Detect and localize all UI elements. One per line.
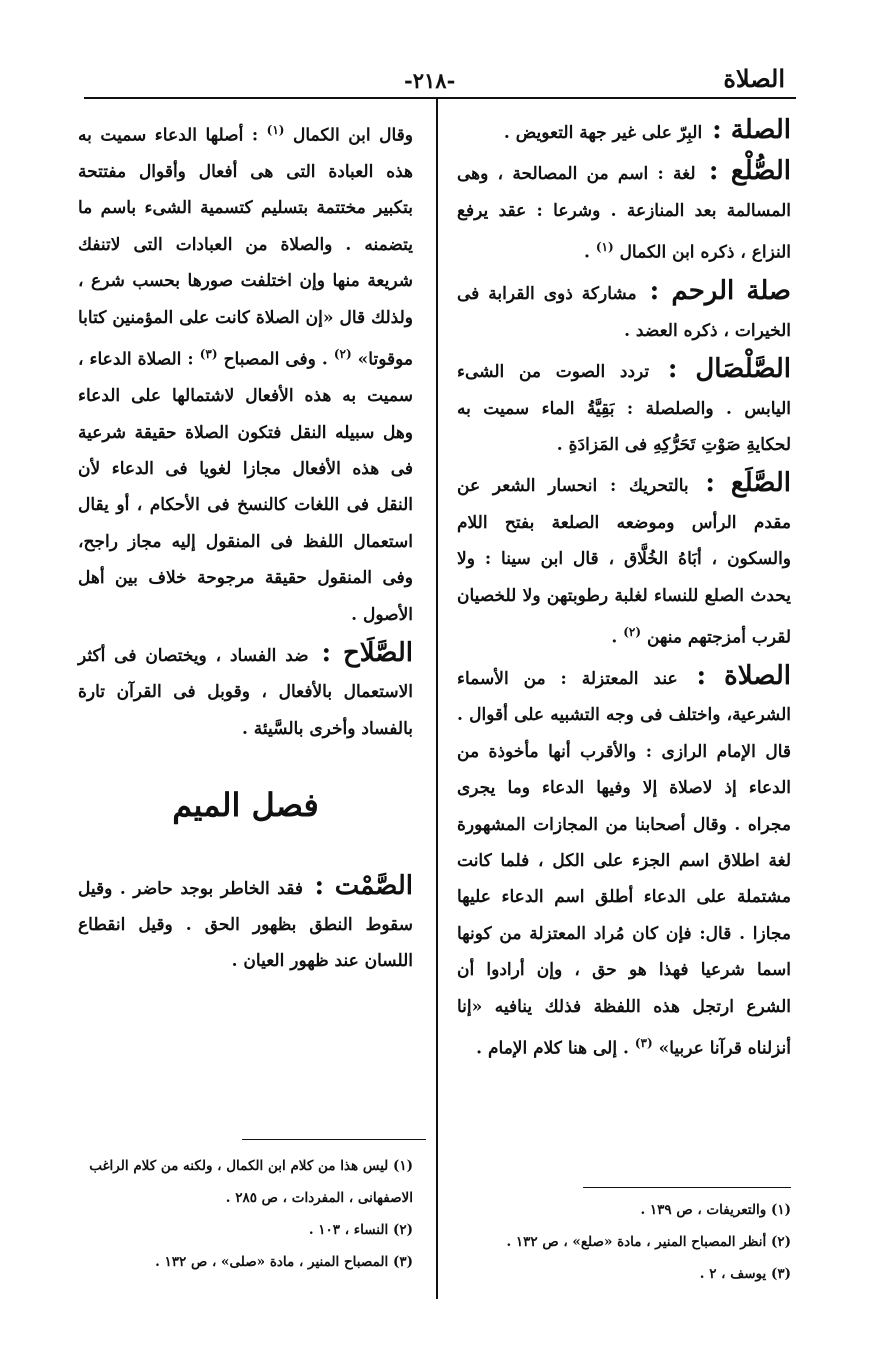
header-rule [84, 97, 796, 99]
running-header-title: الصلاة [723, 64, 785, 93]
footnote: (١) والتعريفات ، ص ١٣٩ . [640, 1202, 791, 1218]
entry-text: فقد الخاطر بوجد حاضر . وقيل سقوط النطق بظهور الحق . وقيل انقطاع اللسان عند ظهور العيان . [78, 878, 413, 972]
entry-samt [78, 868, 413, 980]
chapter-heading: فصل الميم [172, 786, 319, 825]
entry-term: الصُّلْع : [708, 156, 791, 187]
footnote-rule-left [242, 1139, 426, 1140]
footnote-ref: (٢) [333, 347, 352, 362]
footnote-ref: (١) [266, 123, 285, 137]
entry-salah [457, 658, 791, 1067]
entry-text: عند المعتزلة : من الأسماء الشرعية، واختلف فى وجه التشبيه على أقوال . قال الإمام الرازى : والأقرب أنها مأخوذة من الدعاء إذ لاصلاة إلا وفيها الدعاء وما يجرى مجراه . وقال أصحابنا من المجازات المشهورة لغة اطلاق اسم الجزء على الكل ، فلما كانت مشتملة على الدعاء أطلق اسم الدعاء عليها مجازا . قال: فإن كان مُراد المعتزلة من كونها اسما شرعيا فهذا هو حق ، وإن أرادوا أن الشرع ارتجل هذه اللفظة فذلك ينافيه «إنا أنزلناه قرآنا عربيا» [457, 669, 791, 1059]
left-column [78, 112, 413, 982]
entry-continuation [78, 112, 413, 633]
entry-end: . إلى هنا كلام الإمام . [476, 1038, 635, 1059]
entry-term: الصلة : [712, 115, 791, 145]
footnote-ref: (٢) [623, 624, 642, 639]
page-number: -٢١٨- [404, 68, 456, 93]
footnote: (٢) أنظر المصباح المنير ، مادة «صلع» ، ص ١٣٢ . [506, 1234, 791, 1250]
footnote-ref: (٣) [634, 1036, 653, 1051]
footnote: (٣) المصباح المنير ، مادة «صلى» ، ص ١٣٢ . [155, 1254, 413, 1270]
entry-term: صلة الرحم : [649, 276, 791, 307]
column-divider [436, 99, 438, 1299]
entry-text: البِرّ على غير جهة التعويض . [503, 123, 703, 143]
entry-end: . [583, 242, 596, 263]
entry-term: الصَّلَع : [705, 468, 791, 499]
entry-text: مشاركة ذوى القرابة فى الخيرات ، ذكره العضد . [457, 284, 791, 341]
entry-silah [457, 112, 791, 151]
entry-term: الصَّلْصَال : [667, 354, 792, 385]
footnote-rule-right [583, 1187, 791, 1188]
entry-text: تردد الصوت من الشىء اليابس . والصلصلة : بَقِيَّةُ الماء سميت به لحكايةِ صَوْتِ تَحَرُّكِهِ فى المَزادَةِ . [457, 362, 791, 455]
entry-text: لغة : اسم من المصالحة ، وهى المسالمة بعد المنازعة . وشرعا : عقد يرفع النزاع ، ذكره ابن الكمال [457, 164, 791, 263]
entry-text: بالتحريك : انحسار الشعر عن مقدم الرأس وموضعه الصلعة بفتح اللام والسكون ، أبَاهُ الخُلَّاق ، قال ابن سينا : ولا يحدث الصلع للنساء لغلبة رطوبتهن ولا للخصيان لقرب أمزجتهم منهن [457, 476, 791, 648]
entry-silat-alrahim [457, 273, 791, 349]
footnotes-left [78, 1150, 413, 1278]
entry-end: . [611, 627, 624, 648]
entry-salsal [457, 351, 791, 463]
entry-term: الصَّلَاح : [321, 638, 414, 668]
entry-sala [457, 465, 791, 656]
footnote: (٣) يوسف ، ٢ . [699, 1266, 791, 1282]
entry-text: وقال ابن الكمال [293, 125, 413, 146]
entry-term: الصلاة : [696, 661, 791, 691]
footnote-ref: (١) [595, 240, 614, 255]
entry-salah-righteousness [78, 635, 413, 747]
footnote: (١) ليس هذا من كلام ابن الكمال ، ولكنه من كلام الراغب الاصفهانى ، المفردات ، ص ٢٨٥ . [89, 1158, 413, 1206]
entry-text: : أصلها الدعاء سميت به هذه العبادة التى هى أفعال وأقوال مفتتحة بتكبير مختتمة بتسليم كتسمية الشىء باسم ما يتضمنه . والصلاة من العبادات التى لاتنفك شريعة منها وإن اختلفت صورها بحسب شرع ، ولذلك قال «إن الصلاة كانت على المؤمنين كتابا موقوتا» [78, 125, 414, 370]
entry-text: : الصلاة الدعاء ، سميت به هذه الأفعال لاشتمالها على الدعاء وهل سبيله النقل فتكون الصلاة حقيقة شرعية فى هذه الأفعال مجازا لغويا فى الدعاء لأن النقل فى اللغات كالنسخ فى الأحكام ، أو يقال استعمال اللفظ فى المنقول إليه مجاز راجح، وفى المنقول حقيقة مرجوحة خلاف بين أهل الأصول . [78, 349, 413, 625]
right-column [457, 112, 791, 1069]
entry-term: الصَّمْت : [314, 870, 413, 901]
entry-sulh [457, 153, 791, 271]
footnotes-right [457, 1194, 791, 1290]
footnote-ref: (٣) [199, 347, 218, 362]
footnote: (٢) النساء ، ١٠٣ . [308, 1222, 413, 1238]
entry-text: . وفى المصباح [223, 349, 334, 370]
entry-text: ضد الفساد ، ويختصان فى أكثر الاستعمال بالأفعال ، وقوبل فى القرآن تارة بالفساد وأخرى بالسَّيئة . [78, 646, 413, 739]
